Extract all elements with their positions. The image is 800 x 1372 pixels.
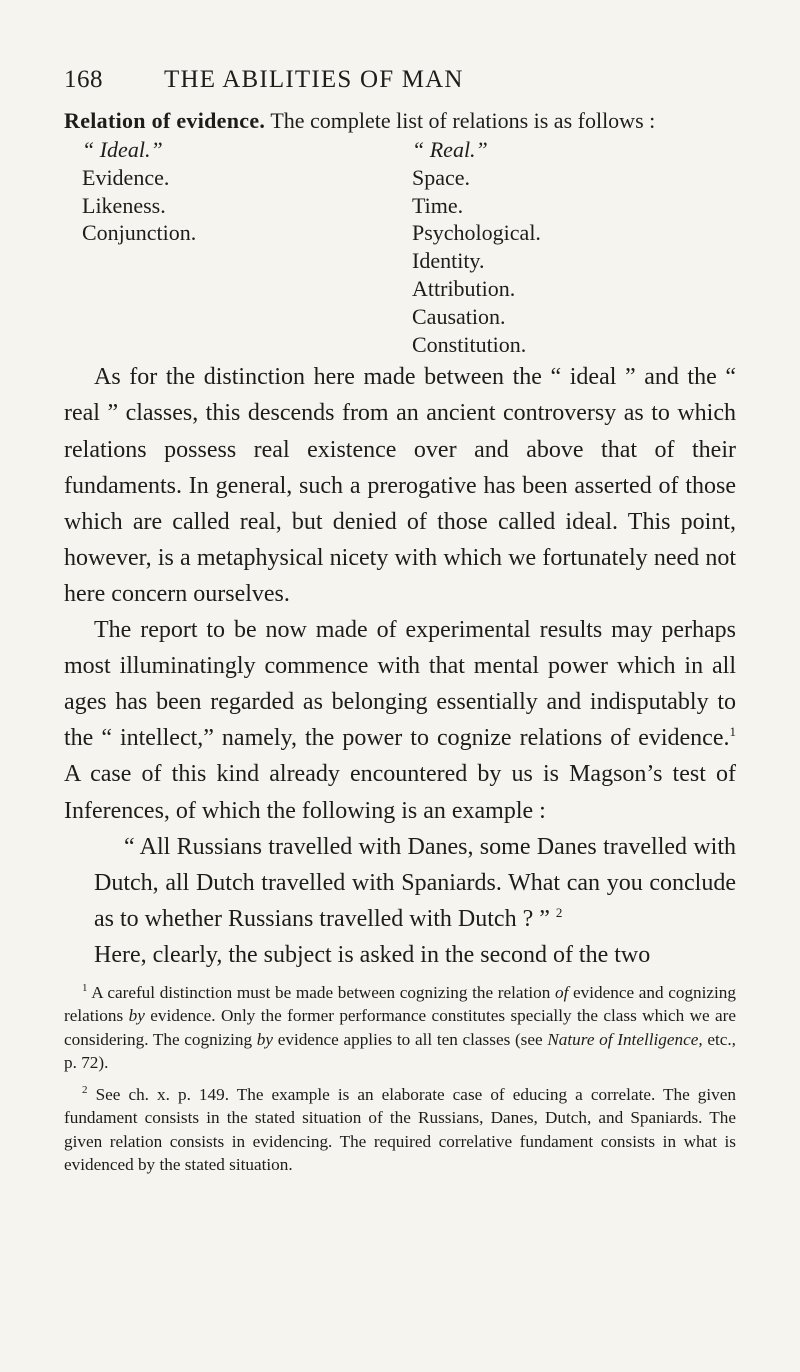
lead-paragraph bbox=[64, 106, 736, 136]
real-heading: “ Real.” bbox=[412, 137, 488, 162]
running-title: THE ABILITIES OF MAN bbox=[164, 66, 464, 93]
footnote-ref-2[interactable]: 2 bbox=[555, 904, 563, 920]
real-item: Time. bbox=[412, 192, 464, 218]
ideal-heading: “ Ideal.” bbox=[82, 137, 163, 162]
paragraph-report-text: The report to be now made of experimental results may perhaps most illuminatingly commence with that mental power which in all ages has been regarded as belonging essentially and indisputably to the “ intellect,” namely, the power to cognize relations of evidence. bbox=[64, 617, 736, 752]
page bbox=[64, 64, 736, 1185]
relations-list bbox=[64, 136, 736, 358]
page-number: 168 bbox=[64, 66, 103, 93]
paragraph-here-clearly: Here, clearly, the subject is asked in the second of the two bbox=[94, 941, 651, 968]
real-item: Constitution. bbox=[412, 331, 527, 357]
real-item: Attribution. bbox=[412, 275, 516, 301]
footnote-italic: by bbox=[128, 1006, 145, 1026]
ideal-item: Conjunction. bbox=[82, 220, 197, 246]
footnote-text: etc., p. 72). bbox=[64, 1029, 736, 1073]
paragraph-report-text-cont: A case of this kind already encountered by us is Magson’s test of Inferences, of which the following is an example : bbox=[64, 761, 736, 824]
lead-text: The complete list of relations is as follows : bbox=[265, 108, 656, 133]
real-item: Space. bbox=[412, 164, 471, 190]
footnote-italic: by bbox=[256, 1029, 274, 1049]
running-head bbox=[64, 64, 736, 96]
footnote-ref-1[interactable]: 1 bbox=[729, 724, 736, 740]
inference-example-quote bbox=[94, 829, 736, 937]
ideal-item: Evidence. bbox=[82, 164, 170, 190]
footnote-text: evidence applies to all ten classes (see bbox=[273, 1029, 548, 1049]
footnote-italic: of bbox=[554, 982, 569, 1002]
section-heading: Relation of evidence. bbox=[64, 108, 266, 133]
real-column bbox=[412, 136, 541, 358]
footnote-2 bbox=[64, 1083, 736, 1177]
footnote-mark-1: 1 bbox=[82, 981, 88, 994]
footnote-1 bbox=[64, 981, 736, 1075]
real-item: Causation. bbox=[412, 303, 506, 329]
ideal-column bbox=[82, 136, 412, 358]
real-item: Psychological. bbox=[412, 220, 541, 246]
footnote-mark-2: 2 bbox=[82, 1083, 88, 1096]
footnote-text: A careful distinction must be made between cognizing the relation bbox=[87, 982, 555, 1002]
ideal-item: Likeness. bbox=[82, 192, 166, 218]
quote-text: “ All Russians travelled with Danes, some Danes travelled with Dutch, all Dutch travelled with Spaniards. What can you conclude as to whether Russians travelled with Dutch ? ” bbox=[94, 833, 736, 932]
paragraph-report bbox=[64, 612, 736, 829]
footnote-text: evidence. Only the former performance constitutes specially the class which we are considering. The cognizing bbox=[64, 1006, 736, 1049]
footnote-text: evidence and cognizing relations bbox=[64, 982, 736, 1026]
paragraph-distinction: As for the distinction here made between the “ ideal ” and the “ real ” classes, this descends from an ancient controversy as to which relations possess real existence over and above that of their fundaments. In general, such a prerogative has been asserted of those which are called real, but denied of those called ideal. This point, however, is a metaphysical nicety with which we fortunately need not here concern ourselves. bbox=[64, 364, 736, 607]
footnotes bbox=[64, 981, 736, 1177]
real-item: Identity. bbox=[412, 248, 485, 274]
footnote-book-title: Nature of Intelligence, bbox=[547, 1029, 703, 1049]
footnote-text: See ch. x. p. 149. The example is an elaborate case of educing a correlate. The given fundament consists in the stated situation of the Russians, Danes, Dutch, and Spaniards. The given relation consists in evidencing. The required correlative fundament consists in what is evidenced by the stated situation. bbox=[64, 1084, 736, 1175]
